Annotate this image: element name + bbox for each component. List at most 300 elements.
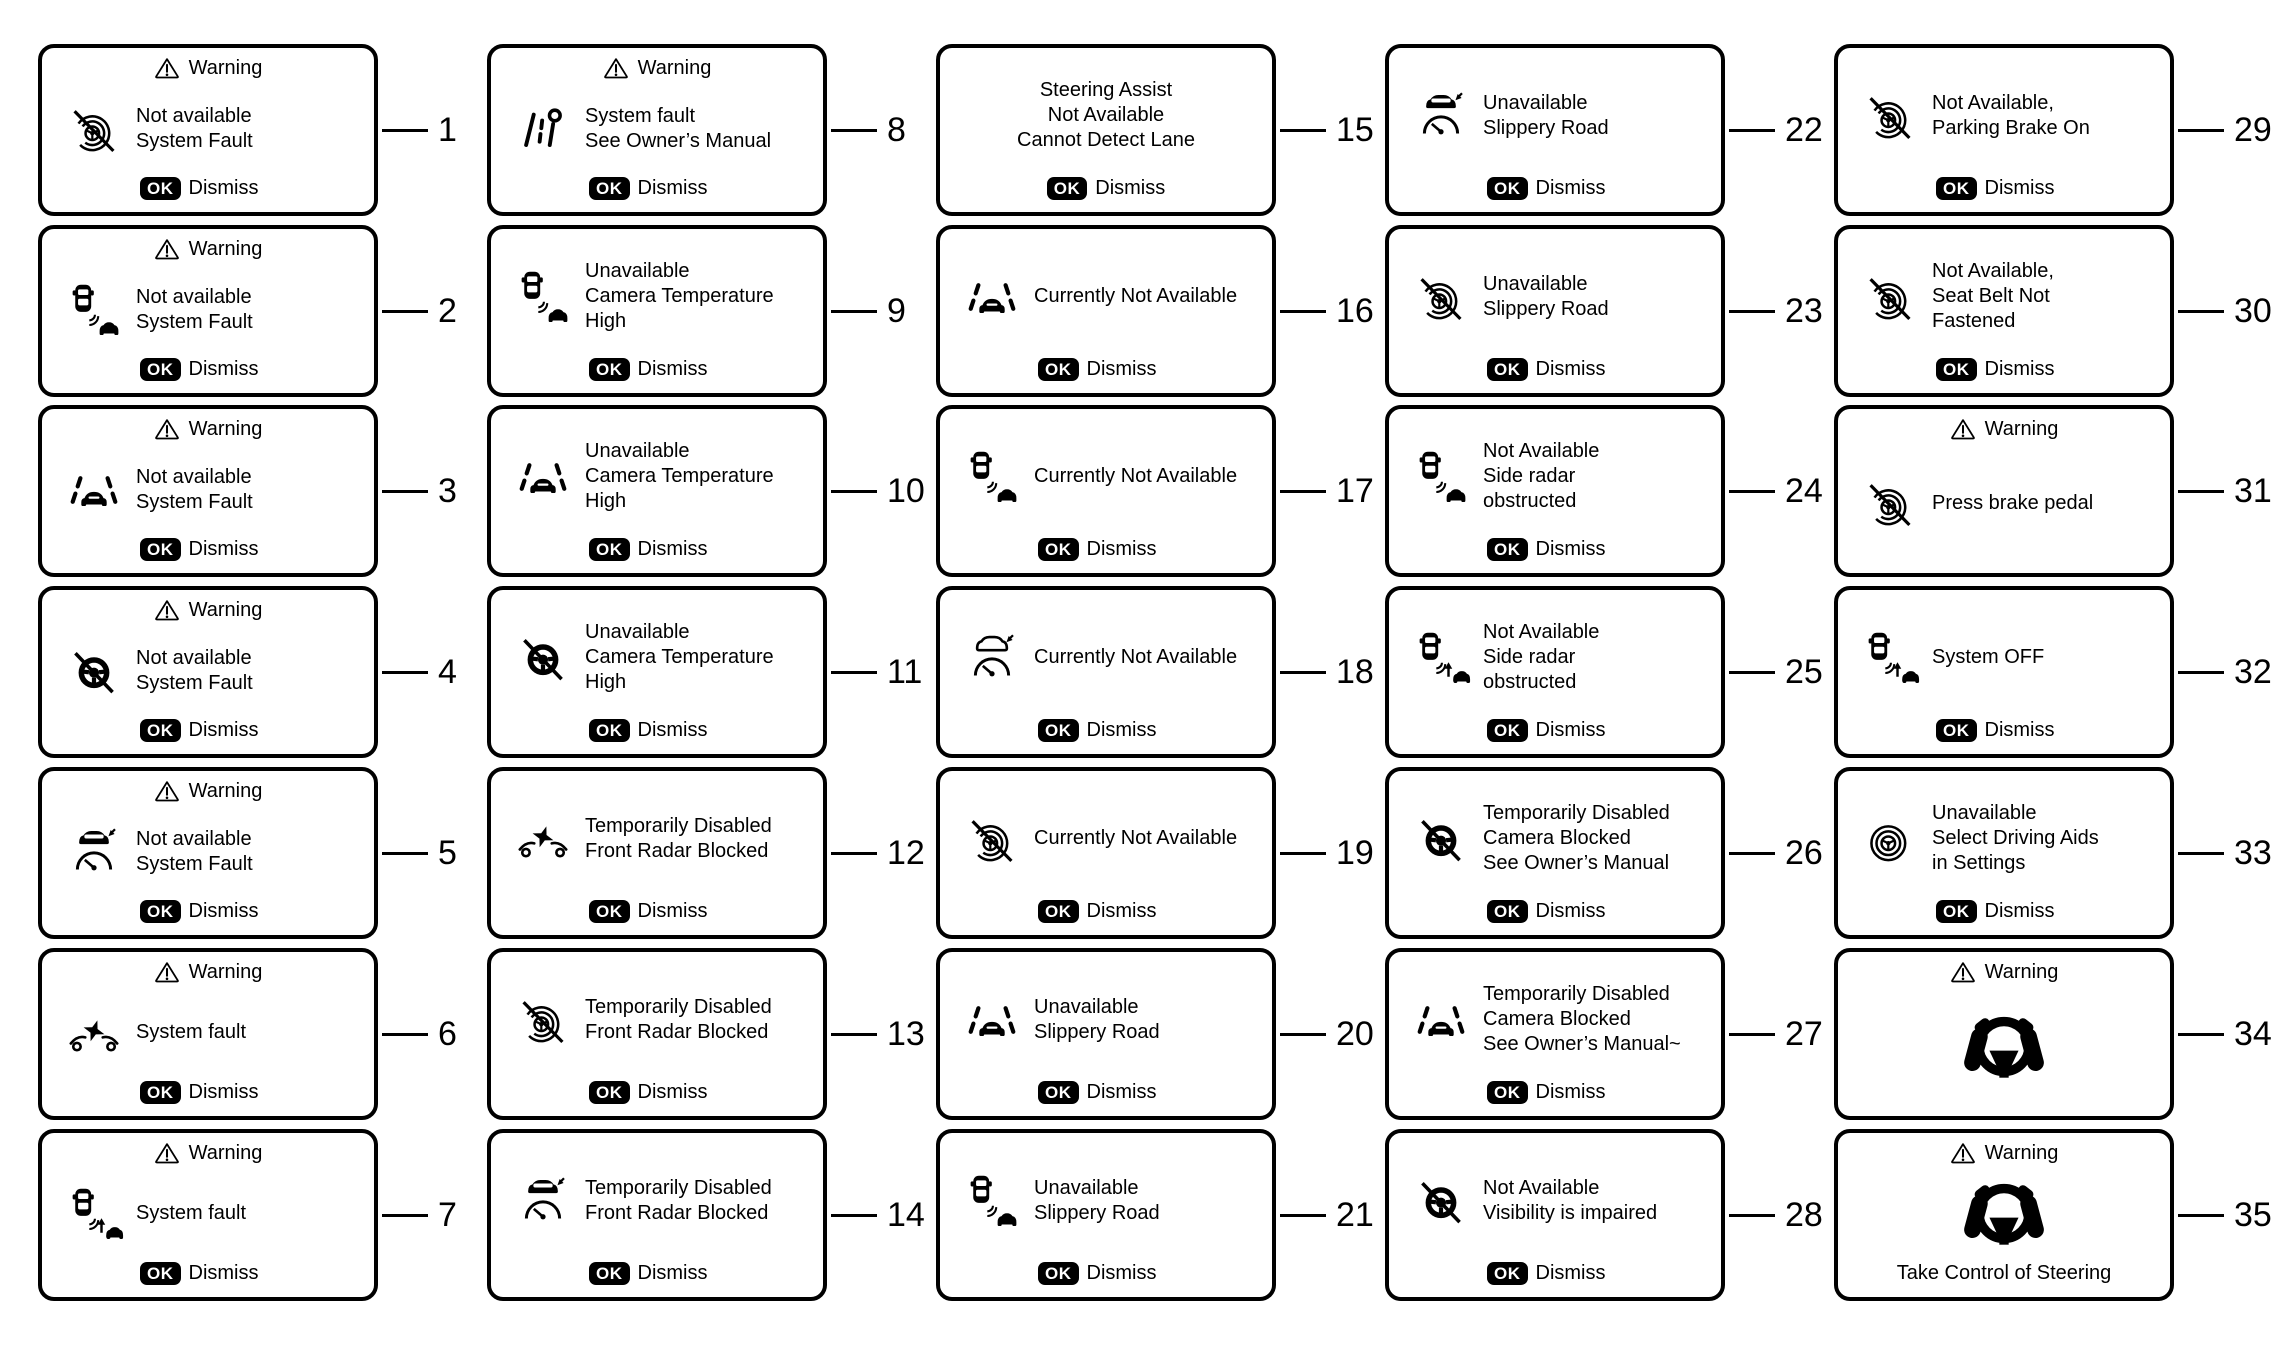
- alert-body: [950, 415, 1262, 538]
- connector-line: [831, 1033, 877, 1036]
- dismiss-label: Dismiss: [1095, 177, 1166, 199]
- message-line: Parking Brake On: [1932, 116, 2090, 139]
- connector-line: [1729, 129, 1775, 132]
- alert-body: [1848, 596, 2160, 719]
- alert-body: [950, 1139, 1262, 1262]
- ok-button[interactable]: OK: [589, 1081, 630, 1104]
- message-line: See Owner’s Manual: [1483, 852, 1670, 874]
- message-line: System Fault: [136, 310, 253, 333]
- warning-title: Warning: [1984, 1142, 2059, 1164]
- warning-header: [52, 1142, 364, 1165]
- message-lines: [1483, 1176, 1657, 1226]
- alert-cell: [1834, 948, 2272, 1120]
- warning-header: [52, 57, 364, 80]
- steering-assist-off-icon: [516, 631, 570, 685]
- alert-body: [501, 80, 813, 177]
- alert-body: [1399, 235, 1711, 358]
- dismiss-label: Dismiss: [1984, 900, 2055, 922]
- dismiss-label: Dismiss: [188, 177, 259, 199]
- ok-button[interactable]: OK: [589, 177, 630, 200]
- message-line: Currently Not Available: [1034, 285, 1238, 307]
- message-lines: [136, 1020, 246, 1045]
- connector-line: [1280, 1033, 1326, 1036]
- warning-title: Warning: [1984, 418, 2059, 440]
- message-line: Side radar: [1483, 646, 1576, 668]
- alert-panel: [936, 586, 1276, 758]
- ok-button[interactable]: OK: [1047, 177, 1088, 200]
- dismiss-row: [1038, 358, 1262, 381]
- connector-line: [1280, 490, 1326, 493]
- warning-header: [52, 961, 364, 984]
- dismiss-row: [1038, 1262, 1262, 1285]
- alert-body: [950, 596, 1262, 719]
- alert-cell: [487, 225, 906, 397]
- message-line: Unavailable: [1483, 272, 1588, 295]
- alert-cell: [1834, 405, 2272, 577]
- alert-cell: [38, 405, 457, 577]
- alert-cell: [38, 1129, 457, 1301]
- connector-line: [1280, 310, 1326, 313]
- warning-triangle-icon: [154, 961, 180, 984]
- message-line: Front Radar Blocked: [585, 839, 769, 862]
- message-lines: [1932, 801, 2099, 876]
- alert-body: [52, 441, 364, 538]
- dismiss-row: [950, 177, 1262, 200]
- dismiss-row: [1487, 1081, 1711, 1104]
- dismiss-label: Dismiss: [1086, 900, 1157, 922]
- figure-number: 26: [1785, 833, 1823, 872]
- warning-triangle-icon: [603, 57, 629, 80]
- message-line: Camera Blocked: [1483, 827, 1631, 849]
- connector-line: [2178, 1214, 2224, 1217]
- ok-button[interactable]: OK: [589, 719, 630, 742]
- connector-line: [382, 129, 428, 132]
- ok-button[interactable]: OK: [1936, 358, 1977, 381]
- icon-box: [52, 644, 136, 698]
- lane-keeping-icon: [963, 268, 1021, 326]
- figure-number: 32: [2234, 652, 2272, 691]
- icon-box: [52, 461, 136, 519]
- ok-button[interactable]: OK: [1487, 719, 1528, 742]
- dismiss-label: Dismiss: [188, 1081, 259, 1103]
- ok-button[interactable]: OK: [1487, 538, 1528, 561]
- alert-cell: [38, 948, 457, 1120]
- message-lines: [136, 827, 253, 877]
- alert-panel: [936, 948, 1276, 1120]
- ok-button[interactable]: OK: [1487, 358, 1528, 381]
- message-line: Unavailable: [585, 621, 690, 643]
- hands-on-steering-wheel-icon: [1952, 1174, 2056, 1253]
- message-line: obstructed: [1483, 671, 1577, 693]
- ok-button[interactable]: OK: [1487, 1081, 1528, 1104]
- connector-line: [2178, 1033, 2224, 1036]
- rear-cross-traffic-icon: [64, 1184, 124, 1244]
- alert-cell: [487, 586, 922, 758]
- alert-panel: [1834, 405, 2174, 577]
- dismiss-row: [140, 358, 364, 381]
- message-line: in Settings: [1932, 852, 2026, 874]
- alert-body: [52, 984, 364, 1081]
- figure-number: 5: [438, 833, 457, 872]
- ok-button[interactable]: OK: [589, 358, 630, 381]
- dismiss-label: Dismiss: [1984, 358, 2055, 380]
- dismiss-row: [1487, 538, 1711, 561]
- connector-line: [1280, 671, 1326, 674]
- message-lines: [1483, 439, 1599, 514]
- alert-cell: [1834, 767, 2272, 939]
- connector-line: [382, 490, 428, 493]
- message-lines: [136, 285, 253, 335]
- acc-radar-off-icon: [67, 102, 121, 156]
- alert-body: [501, 958, 813, 1081]
- dismiss-label: Dismiss: [1086, 1262, 1157, 1284]
- ok-button[interactable]: OK: [1038, 719, 1079, 742]
- alert-panel: [936, 44, 1276, 216]
- message-line: System Fault: [136, 852, 253, 875]
- alert-panel: [487, 405, 827, 577]
- alert-body: [1848, 54, 2160, 177]
- message-line: Unavailable: [1034, 1176, 1139, 1199]
- message-line: System Fault: [136, 490, 253, 513]
- alert-cell: [1385, 948, 1823, 1120]
- ok-button[interactable]: OK: [1038, 358, 1079, 381]
- dismiss-label: Dismiss: [637, 1262, 708, 1284]
- alert-cell: [1385, 767, 1823, 939]
- message-line: Visibility is impaired: [1483, 1201, 1658, 1224]
- message-line: Not Available,: [1932, 91, 2054, 114]
- dismiss-label: Dismiss: [637, 719, 708, 741]
- message-line: Unavailable: [585, 440, 690, 462]
- warning-header: [501, 57, 813, 80]
- message-line: Not Available: [1483, 1176, 1600, 1199]
- message-line: High: [585, 490, 627, 512]
- alert-body: [1848, 984, 2160, 1108]
- warning-header: [1848, 1142, 2160, 1165]
- icon-box: [950, 991, 1034, 1049]
- alert-body: [950, 777, 1262, 900]
- message-line: Not available: [136, 285, 252, 308]
- rear-cross-traffic-icon: [1860, 628, 1920, 688]
- connector-line: [1729, 310, 1775, 313]
- message-lines: [1932, 91, 2090, 141]
- dismiss-row: [1487, 358, 1711, 381]
- message-line: Not available: [136, 104, 252, 127]
- message-line: Camera Temperature: [585, 646, 774, 668]
- message-line: Camera Temperature: [585, 285, 774, 307]
- icon-box: [950, 630, 1034, 686]
- alert-body: [1399, 1139, 1711, 1262]
- lane-keeping-icon: [1412, 991, 1470, 1049]
- warning-title: Warning: [188, 238, 263, 260]
- dismiss-row: [589, 358, 813, 381]
- alert-cell: [487, 948, 925, 1120]
- message-line: Temporarily Disabled: [585, 1176, 772, 1199]
- warning-triangle-icon: [154, 1142, 180, 1165]
- blind-spot-warning-icon: [513, 267, 573, 327]
- message-lines: [1483, 272, 1609, 322]
- dismiss-label: Dismiss: [637, 358, 708, 380]
- dismiss-label: Dismiss: [1086, 358, 1157, 380]
- message-line: Not available: [136, 465, 252, 488]
- alert-panel: [1385, 44, 1725, 216]
- alert-panel: [1834, 948, 2174, 1120]
- warning-title: Warning: [637, 57, 712, 79]
- alert-cell: [936, 1129, 1374, 1301]
- lane-keeping-icon: [514, 448, 572, 506]
- message-lines: [1483, 91, 1609, 141]
- icon-box: [501, 448, 585, 506]
- message-lines: [1932, 491, 2093, 516]
- connector-line: [1729, 490, 1775, 493]
- warning-header: [52, 238, 364, 261]
- icon-box: [501, 631, 585, 685]
- connector-line: [1729, 1033, 1775, 1036]
- icon-box: [501, 1173, 585, 1229]
- message-line: High: [585, 310, 627, 332]
- ok-button[interactable]: OK: [140, 900, 181, 923]
- message-lines: [585, 439, 774, 514]
- adaptive-cruise-icon: [515, 1173, 571, 1229]
- alert-body: [52, 803, 364, 900]
- alert-panel: [38, 225, 378, 397]
- connector-line: [831, 671, 877, 674]
- message-lines: [136, 1201, 246, 1226]
- warning-triangle-icon: [1950, 961, 1976, 984]
- figure-number: 28: [1785, 1195, 1823, 1234]
- warning-title: Warning: [188, 418, 263, 440]
- dismiss-label: Dismiss: [637, 1081, 708, 1103]
- message-line: Temporarily Disabled: [1483, 983, 1670, 1005]
- ok-button[interactable]: OK: [140, 177, 181, 200]
- message-lines: [1034, 284, 1237, 309]
- alert-body: [1399, 54, 1711, 177]
- warning-title: Warning: [188, 961, 263, 983]
- message-line: Temporarily Disabled: [585, 814, 772, 837]
- alert-cell: [1834, 1129, 2272, 1301]
- dismiss-row: [589, 538, 813, 561]
- icon-box: [1399, 628, 1483, 688]
- message-line: Seat Belt Not: [1932, 285, 2050, 307]
- alert-panel: [1385, 1129, 1725, 1301]
- rear-cross-traffic-icon: [1411, 628, 1471, 688]
- adaptive-cruise-icon: [66, 824, 122, 880]
- icon-box: [950, 812, 1034, 866]
- message-line: Fastened: [1932, 310, 2016, 332]
- dismiss-label: Dismiss: [188, 900, 259, 922]
- icon-box: [950, 447, 1034, 507]
- message-lines: [585, 259, 774, 334]
- alert-body: [1848, 1165, 2160, 1262]
- icon-box: [1399, 991, 1483, 1049]
- connector-line: [2178, 310, 2224, 313]
- ok-button[interactable]: OK: [1038, 900, 1079, 923]
- ok-button[interactable]: OK: [140, 358, 181, 381]
- ok-button[interactable]: OK: [589, 900, 630, 923]
- ok-button[interactable]: OK: [1038, 1262, 1079, 1285]
- warning-header: [1848, 418, 2160, 441]
- icon-box: [501, 102, 585, 156]
- figure-number: 16: [1336, 291, 1374, 330]
- dismiss-row: [589, 1081, 813, 1104]
- ok-button[interactable]: OK: [140, 538, 181, 561]
- icon-box: [1399, 270, 1483, 324]
- message-line: System fault: [136, 1021, 247, 1043]
- message-line: Unavailable: [1034, 995, 1139, 1018]
- dismiss-row: [589, 719, 813, 742]
- ok-button[interactable]: OK: [140, 1262, 181, 1285]
- alert-cell: [38, 586, 457, 758]
- alert-body: [950, 235, 1262, 358]
- alert-cell: [936, 948, 1374, 1120]
- connector-line: [831, 310, 877, 313]
- dismiss-row: [1487, 1262, 1711, 1285]
- alert-body: [1399, 958, 1711, 1081]
- message-line: Steering Assist: [1039, 79, 1173, 101]
- warning-title: Warning: [188, 780, 263, 802]
- dismiss-row: [140, 900, 364, 923]
- figure-number: 8: [887, 110, 906, 149]
- figure-number: 3: [438, 471, 457, 510]
- alert-panel: [487, 1129, 827, 1301]
- message-line: See Owner’s Manual~: [1483, 1033, 1681, 1055]
- message-line: System Fault: [136, 671, 253, 694]
- alert-body: [1399, 777, 1711, 900]
- alert-panel: [1834, 586, 2174, 758]
- alert-body: [501, 777, 813, 900]
- dismiss-row: [1038, 719, 1262, 742]
- message-lines: [1034, 1176, 1160, 1226]
- alert-panel: [1834, 767, 2174, 939]
- ok-button[interactable]: OK: [140, 719, 181, 742]
- ok-button[interactable]: OK: [1487, 900, 1528, 923]
- alert-panel: [936, 1129, 1276, 1301]
- message-line: Not available: [136, 646, 252, 669]
- connector-line: [2178, 852, 2224, 855]
- connector-line: [831, 852, 877, 855]
- warning-header: [52, 418, 364, 441]
- alert-panel: [936, 767, 1276, 939]
- connector-line: [831, 129, 877, 132]
- alert-panel: [38, 586, 378, 758]
- connector-line: [382, 852, 428, 855]
- alert-cell: [1834, 44, 2272, 216]
- hands-on-steering-wheel-icon: [1952, 1007, 2056, 1086]
- icon-box: [1848, 812, 1932, 866]
- message-line: Slippery Road: [1483, 116, 1609, 139]
- alert-body: [1848, 777, 2160, 900]
- figure-number: 33: [2234, 833, 2272, 872]
- dismiss-row: [140, 538, 364, 561]
- warning-triangle-icon: [154, 418, 180, 441]
- alert-panel: [38, 405, 378, 577]
- alert-cell: [38, 225, 457, 397]
- warning-triangle-icon: [154, 599, 180, 622]
- icon-box: [52, 280, 136, 340]
- alert-panel: [1385, 405, 1725, 577]
- dismiss-row: [1936, 719, 2160, 742]
- icon-box: [501, 993, 585, 1047]
- message-lines: [1034, 826, 1237, 851]
- ok-button[interactable]: OK: [1038, 538, 1079, 561]
- ok-button[interactable]: OK: [589, 538, 630, 561]
- message-line: Currently Not Available: [1034, 465, 1238, 487]
- figure-number: 9: [887, 291, 906, 330]
- ok-button[interactable]: OK: [1038, 1081, 1079, 1104]
- figure-number: 20: [1336, 1014, 1374, 1053]
- connector-line: [831, 490, 877, 493]
- acc-radar-off-icon: [516, 993, 570, 1047]
- figure-number: 10: [887, 471, 925, 510]
- figure-number: 21: [1336, 1195, 1374, 1234]
- connector-line: [1729, 1214, 1775, 1217]
- message-line: Currently Not Available: [1034, 646, 1238, 668]
- figure-number: 19: [1336, 833, 1374, 872]
- ok-button[interactable]: OK: [1487, 177, 1528, 200]
- figure-number: 11: [887, 652, 923, 691]
- message-line: Slippery Road: [1034, 1201, 1160, 1224]
- alert-cell: [1385, 44, 1823, 216]
- alert-body: [52, 80, 364, 177]
- icon-box: [501, 267, 585, 327]
- figure-number: 6: [438, 1014, 457, 1053]
- message-line: Temporarily Disabled: [1483, 802, 1670, 824]
- alert-panel: [1834, 1129, 2174, 1301]
- ok-button[interactable]: OK: [1936, 900, 1977, 923]
- figure-number: 34: [2234, 1014, 2272, 1053]
- forward-collision-icon: [66, 1005, 122, 1061]
- ok-button[interactable]: OK: [1487, 1262, 1528, 1285]
- alert-cell: [1385, 225, 1823, 397]
- ok-button[interactable]: OK: [140, 1081, 181, 1104]
- ok-button[interactable]: OK: [589, 1262, 630, 1285]
- figure-number: 23: [1785, 291, 1823, 330]
- dismiss-label: Dismiss: [1535, 1262, 1606, 1284]
- ok-button[interactable]: OK: [1936, 177, 1977, 200]
- message-line: Slippery Road: [1034, 1020, 1160, 1043]
- connector-line: [1729, 671, 1775, 674]
- alert-panel: [487, 44, 827, 216]
- dismiss-label: Dismiss: [1086, 538, 1157, 560]
- alert-body: [501, 1139, 813, 1262]
- connector-line: [1729, 852, 1775, 855]
- figure-number: 22: [1785, 110, 1823, 149]
- icon-box: [950, 1171, 1034, 1231]
- alert-cell: [487, 1129, 925, 1301]
- alert-body: [950, 958, 1262, 1081]
- alert-panel: [38, 1129, 378, 1301]
- message-line: Take Control of Steering: [1896, 1262, 2112, 1284]
- dismiss-label: Dismiss: [1535, 358, 1606, 380]
- figure-number: 4: [438, 652, 457, 691]
- message-line: System Fault: [136, 129, 253, 152]
- message-line: Not available: [136, 827, 252, 850]
- dismiss-row: [1487, 900, 1711, 923]
- driving-aids-radar-icon: [1863, 812, 1917, 866]
- message-line: Not Available: [1047, 104, 1165, 126]
- warning-title: Warning: [188, 57, 263, 79]
- message-line: Camera Temperature: [585, 465, 774, 487]
- dismiss-label: Dismiss: [1535, 177, 1606, 199]
- acc-radar-off-icon: [1863, 89, 1917, 143]
- connector-line: [382, 1214, 428, 1217]
- icon-box: [1399, 812, 1483, 866]
- alert-body: [501, 235, 813, 358]
- dismiss-label: Dismiss: [188, 1262, 259, 1284]
- alert-cell: [487, 44, 906, 216]
- dismiss-row: [589, 900, 813, 923]
- figure-number: 15: [1336, 110, 1374, 149]
- ok-button[interactable]: OK: [1936, 719, 1977, 742]
